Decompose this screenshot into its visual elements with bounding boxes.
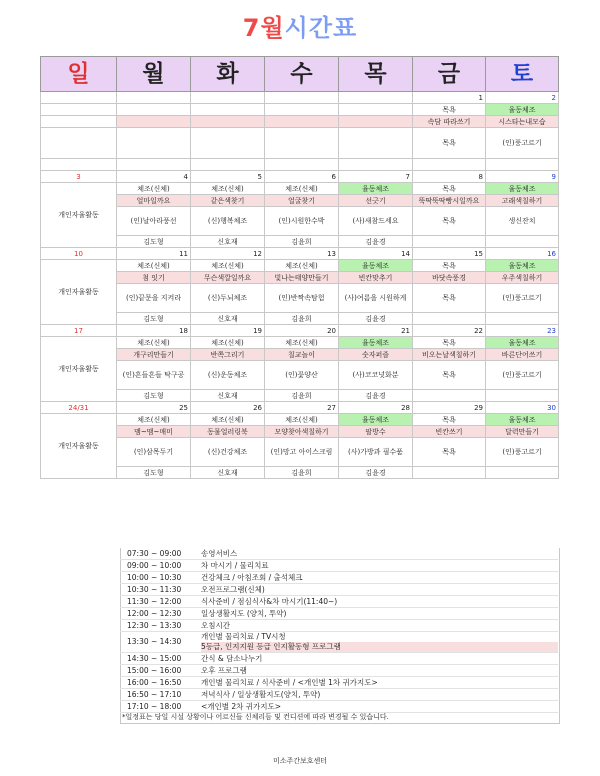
week-teacher-row (41, 313, 559, 325)
program-cell: 율동체조 (339, 260, 413, 272)
program-cell: 목욕 (413, 128, 486, 159)
day-number: 4 (117, 171, 191, 183)
schedule-desc-line: 일상생활지도 (양치, 투약) (201, 609, 287, 618)
program-cell: 같은색찾기 (191, 195, 265, 207)
schedule-row (120, 596, 558, 608)
week-program-row-1 (41, 414, 559, 426)
teacher-cell: 김도형 (117, 236, 191, 248)
program-cell: 체조(신체) (117, 183, 191, 195)
day-number: 12 (191, 248, 265, 260)
teacher-cell: 김윤경 (339, 390, 413, 402)
schedule-time: 15:00 ~ 16:00 (127, 666, 182, 675)
program-cell: 빈칸쓰기 (413, 426, 486, 438)
spacer-cell (265, 159, 339, 171)
program-cell: 맴~맴~매미 (117, 426, 191, 438)
week-number-row (41, 325, 559, 337)
program-cell (339, 128, 413, 159)
week0-program-row-3 (41, 128, 559, 159)
week0-program-row-2 (41, 116, 559, 128)
program-cell (339, 116, 413, 128)
spacer-cell (41, 159, 117, 171)
program-cell: 뚝딱뚝딱빵시일까요 (413, 195, 486, 207)
program-cell: 목욕 (413, 361, 486, 390)
schedule-desc-line: 차 마시기 / 물리치료 (201, 561, 269, 570)
program-cell: 선긋기 (339, 195, 413, 207)
program-cell: 무슨색깔일까요 (191, 272, 265, 284)
program-cell: 첨 잇기 (117, 272, 191, 284)
sunday-activity: 개인자율활동 (41, 260, 117, 325)
week-number-row (41, 402, 559, 414)
center-name: 미소주간보호센터 (272, 757, 328, 765)
program-cell: (인)꽃양산 (265, 361, 339, 390)
program-cell: (인)풍고르기 (486, 438, 559, 467)
program-cell: 체조(신체) (117, 414, 191, 426)
teacher-cell: 김윤희 (265, 467, 339, 479)
teacher-cell: 김도형 (117, 313, 191, 325)
day-number: 7 (339, 171, 413, 183)
title-month: 7월 (242, 14, 285, 42)
day-number: 30 (486, 402, 559, 414)
schedule-note: *일정표는 당일 시설 상황이나 어르신들 신체리듬 및 컨디션에 따라 변경될 수 있습니다. (122, 713, 389, 721)
schedule-time: 16:50 ~ 17:10 (127, 690, 182, 699)
program-cell: 목욕 (413, 207, 486, 236)
day-number: 23 (486, 325, 559, 337)
schedule-row (120, 572, 558, 584)
schedule-time: 07:30 ~ 09:00 (127, 549, 182, 558)
spacer-cell (339, 159, 413, 171)
day-number (339, 92, 413, 104)
schedule-desc (201, 560, 558, 571)
week-program-row-3 (41, 207, 559, 236)
schedule-time: 13:30 ~ 14:30 (127, 637, 182, 646)
program-cell (41, 104, 117, 116)
program-cell: 목욕 (413, 104, 486, 116)
program-cell: 목욕 (413, 183, 486, 195)
program-cell: (사)코코넛화분 (339, 361, 413, 390)
program-cell: 율동체조 (339, 414, 413, 426)
week-number-row (41, 171, 559, 183)
day-number (191, 92, 265, 104)
schedule-desc (201, 701, 558, 712)
program-cell: (인)끝문을 지켜라 (117, 284, 191, 313)
schedule-time: 11:30 ~ 12:00 (127, 597, 182, 606)
program-cell: 체조(신체) (191, 414, 265, 426)
program-cell: 율동체조 (486, 414, 559, 426)
week-program-row-2 (41, 195, 559, 207)
program-cell: 율동체조 (339, 183, 413, 195)
sunday-number: 10 (41, 248, 117, 260)
day-number: 5 (191, 171, 265, 183)
teacher-cell: 김윤희 (265, 236, 339, 248)
program-cell (191, 116, 265, 128)
week-teacher-row (41, 467, 559, 479)
teacher-cell (413, 313, 486, 325)
week-program-row-3 (41, 361, 559, 390)
program-cell: 개구리만들기 (117, 349, 191, 361)
program-cell: 목욕 (413, 284, 486, 313)
program-cell: 우주색칠하기 (486, 272, 559, 284)
teacher-cell (486, 313, 559, 325)
title-rest: 시간표 (284, 14, 358, 42)
program-cell: 체조(신체) (265, 183, 339, 195)
schedule-row (120, 632, 558, 653)
week-program-row-1 (41, 260, 559, 272)
week0-number-row (41, 92, 559, 104)
program-cell: 빈칸맞추기 (339, 272, 413, 284)
day-header-sat: 토 (486, 57, 559, 92)
schedule-desc (201, 572, 558, 583)
schedule-desc (201, 653, 558, 664)
spacer-cell (413, 159, 486, 171)
schedule-row (120, 608, 558, 620)
week-program-row-3 (41, 438, 559, 467)
day-number (117, 92, 191, 104)
teacher-cell: 김도형 (117, 467, 191, 479)
schedule-desc (201, 584, 558, 595)
schedule-desc (201, 689, 558, 700)
program-cell: 체조(신체) (265, 260, 339, 272)
program-cell: (사)새참드세요 (339, 207, 413, 236)
teacher-cell: 김윤희 (265, 390, 339, 402)
week-program-row-2 (41, 272, 559, 284)
sunday-activity: 개인자율활동 (41, 337, 117, 402)
day-header-wed: 수 (265, 57, 339, 92)
page-title (0, 8, 600, 43)
program-cell (265, 128, 339, 159)
program-cell: 체조(신체) (117, 260, 191, 272)
schedule-desc (201, 596, 558, 607)
day-header-sun: 일 (41, 57, 117, 92)
week0-program-row-1 (41, 104, 559, 116)
program-cell: 율동체조 (486, 104, 559, 116)
sunday-number: 17 (41, 325, 117, 337)
schedule-time: 12:00 ~ 12:30 (127, 609, 182, 618)
schedule-row (120, 653, 558, 665)
program-cell: (신)건강체조 (191, 438, 265, 467)
program-cell: 체조(신체) (191, 337, 265, 349)
program-cell: (신)두뇌체조 (191, 284, 265, 313)
program-cell (265, 104, 339, 116)
teacher-cell: 신호재 (191, 236, 265, 248)
schedule-row (120, 620, 558, 632)
calendar-table (40, 56, 559, 479)
schedule-desc (201, 548, 558, 559)
program-cell (265, 116, 339, 128)
day-number: 18 (117, 325, 191, 337)
schedule-time: 10:00 ~ 10:30 (127, 573, 182, 582)
spacer-cell (191, 159, 265, 171)
program-cell: 목욕 (413, 438, 486, 467)
schedule-row (120, 689, 558, 701)
teacher-cell: 신호재 (191, 313, 265, 325)
schedule-desc-line: 식사준비 / 점심식사&차 마시기(11:40~) (201, 597, 338, 606)
day-header-fri: 금 (413, 57, 486, 92)
day-number: 19 (191, 325, 265, 337)
schedule-time: 10:30 ~ 11:30 (127, 585, 182, 594)
day-number: 8 (413, 171, 486, 183)
week-number-row (41, 248, 559, 260)
teacher-cell: 신호재 (191, 390, 265, 402)
program-cell: (인)흔들흔들 탁구공 (117, 361, 191, 390)
day-header-row (41, 57, 559, 92)
day-number: 21 (339, 325, 413, 337)
schedule-desc (201, 632, 558, 652)
schedule-desc-line: 개인별 물리치료 / TV시청 (201, 632, 286, 641)
schedule-time: 12:30 ~ 13:30 (127, 621, 182, 630)
week-program-row-2 (41, 349, 559, 361)
program-cell: 팔방수 (339, 426, 413, 438)
day-number: 25 (117, 402, 191, 414)
schedule-desc-line: 건강체크 / 아침조회 / 출석체크 (201, 573, 303, 582)
program-cell: (사)여름을 시원하게 (339, 284, 413, 313)
day-number: 13 (265, 248, 339, 260)
program-cell: (인)망고 아이스크림 (265, 438, 339, 467)
day-number: 27 (265, 402, 339, 414)
teacher-cell (486, 390, 559, 402)
program-cell: (신)행복체조 (191, 207, 265, 236)
program-cell: 속담 따라쓰기 (413, 116, 486, 128)
schedule-desc-line: 간식 & 담소나누기 (201, 654, 263, 663)
schedule-desc (201, 665, 558, 676)
program-cell: 바닷속풍경 (413, 272, 486, 284)
program-cell: (인)풍고르기 (486, 361, 559, 390)
schedule-row (120, 665, 558, 677)
sunday-activity: 개인자율활동 (41, 414, 117, 479)
program-cell (191, 128, 265, 159)
day-number: 6 (265, 171, 339, 183)
day-number: 1 (413, 92, 486, 104)
program-cell: 율동체조 (486, 260, 559, 272)
week-program-row-1 (41, 337, 559, 349)
program-cell (339, 104, 413, 116)
program-cell: (인)삼목두기 (117, 438, 191, 467)
teacher-cell (413, 236, 486, 248)
teacher-cell: 김윤경 (339, 236, 413, 248)
teacher-cell: 김윤경 (339, 313, 413, 325)
program-cell: 달력만들기 (486, 426, 559, 438)
schedule-time: 14:30 ~ 15:00 (127, 654, 182, 663)
schedule-desc-line: 오전프로그램(신체) (201, 585, 265, 594)
day-number: 20 (265, 325, 339, 337)
day-number: 29 (413, 402, 486, 414)
day-header-mon: 월 (117, 57, 191, 92)
day-number (41, 92, 117, 104)
program-cell: 고래색칠하기 (486, 195, 559, 207)
program-cell: 얼굴찾기 (265, 195, 339, 207)
program-cell: 목욕 (413, 337, 486, 349)
daily-schedule (120, 548, 558, 713)
schedule-row (120, 560, 558, 572)
program-cell: 숫자퍼즐 (339, 349, 413, 361)
day-number: 9 (486, 171, 559, 183)
spacer-cell (486, 159, 559, 171)
schedule-desc-line: 저녁식사 / 일상생활지도(양치, 투약) (201, 690, 321, 699)
program-cell: 목욕 (413, 414, 486, 426)
teacher-cell: 신호재 (191, 467, 265, 479)
day-number: 11 (117, 248, 191, 260)
teacher-cell: 김윤경 (339, 467, 413, 479)
day-number: 26 (191, 402, 265, 414)
day-number: 22 (413, 325, 486, 337)
week-program-row-1 (41, 183, 559, 195)
week-program-row-3 (41, 284, 559, 313)
program-cell (117, 128, 191, 159)
day-number: 2 (486, 92, 559, 104)
schedule-desc-line: 개인별 물리치료 / 식사준비 / <개인별 1차 귀가지도> (201, 678, 378, 687)
schedule-desc-line: 오후 프로그램 (201, 666, 247, 675)
program-cell: 체조(신체) (191, 183, 265, 195)
program-cell: (인)풍고르기 (486, 284, 559, 313)
teacher-cell: 김도형 (117, 390, 191, 402)
schedule-desc-line-2: 5등급, 인지지원 등급 인지활동형 프로그램 (201, 642, 558, 652)
program-cell: 율동체조 (486, 183, 559, 195)
program-cell (117, 104, 191, 116)
week0-spacer-row (41, 159, 559, 171)
teacher-cell (413, 467, 486, 479)
program-cell: 반쪽그리기 (191, 349, 265, 361)
program-cell: (인)반짝속탐험 (265, 284, 339, 313)
program-cell: 율동체조 (486, 337, 559, 349)
program-cell: (인)시원한수박 (265, 207, 339, 236)
schedule-desc-line: <개인별 2차 귀가지도> (201, 702, 282, 711)
program-cell: 시스타는내모습 (486, 116, 559, 128)
sunday-number: 24/31 (41, 402, 117, 414)
program-cell: 칠교놀이 (265, 349, 339, 361)
schedule-time: 09:00 ~ 10:00 (127, 561, 182, 570)
program-cell: 얼마일까요 (117, 195, 191, 207)
program-cell: 동물얼러링북 (191, 426, 265, 438)
program-cell (117, 116, 191, 128)
program-cell: (인)날아라풍선 (117, 207, 191, 236)
schedule-desc-line: 송영서비스 (201, 549, 238, 558)
sunday-activity: 개인자율활동 (41, 183, 117, 248)
day-number: 14 (339, 248, 413, 260)
program-cell: 모양찾아색칠하기 (265, 426, 339, 438)
week-program-row-2 (41, 426, 559, 438)
program-cell: 목욕 (413, 260, 486, 272)
program-cell: 체조(신체) (117, 337, 191, 349)
day-number: 15 (413, 248, 486, 260)
program-cell: 체조(신체) (265, 337, 339, 349)
week-teacher-row (41, 236, 559, 248)
program-cell (41, 116, 117, 128)
schedule-time: 17:10 ~ 18:00 (127, 702, 182, 711)
day-header-tue: 화 (191, 57, 265, 92)
day-header-thu: 목 (339, 57, 413, 92)
program-cell: 빛나는태양만들기 (265, 272, 339, 284)
program-cell: 율동체조 (339, 337, 413, 349)
schedule-desc (201, 677, 558, 688)
schedule-time: 16:00 ~ 16:50 (127, 678, 182, 687)
schedule-row (120, 548, 558, 560)
schedule-desc-line: 오침시간 (201, 621, 230, 630)
day-number: 28 (339, 402, 413, 414)
program-cell: 바른단어쓰기 (486, 349, 559, 361)
schedule-row (120, 677, 558, 689)
teacher-cell (486, 467, 559, 479)
program-cell (191, 104, 265, 116)
schedule-desc (201, 608, 558, 619)
teacher-cell (413, 390, 486, 402)
program-cell: (신)운동체조 (191, 361, 265, 390)
teacher-cell: 김윤희 (265, 313, 339, 325)
program-cell: 체조(신체) (265, 414, 339, 426)
teacher-cell (486, 236, 559, 248)
program-cell (41, 128, 117, 159)
program-cell: (인)풍고르기 (486, 128, 559, 159)
program-cell: 생신잔치 (486, 207, 559, 236)
day-number: 16 (486, 248, 559, 260)
program-cell: 체조(신체) (191, 260, 265, 272)
schedule-desc (201, 620, 558, 631)
week-teacher-row (41, 390, 559, 402)
day-number (265, 92, 339, 104)
spacer-cell (117, 159, 191, 171)
sunday-number: 3 (41, 171, 117, 183)
program-cell: (사)가방과 필수품 (339, 438, 413, 467)
schedule-row (120, 584, 558, 596)
program-cell: 비오는날색칠하기 (413, 349, 486, 361)
